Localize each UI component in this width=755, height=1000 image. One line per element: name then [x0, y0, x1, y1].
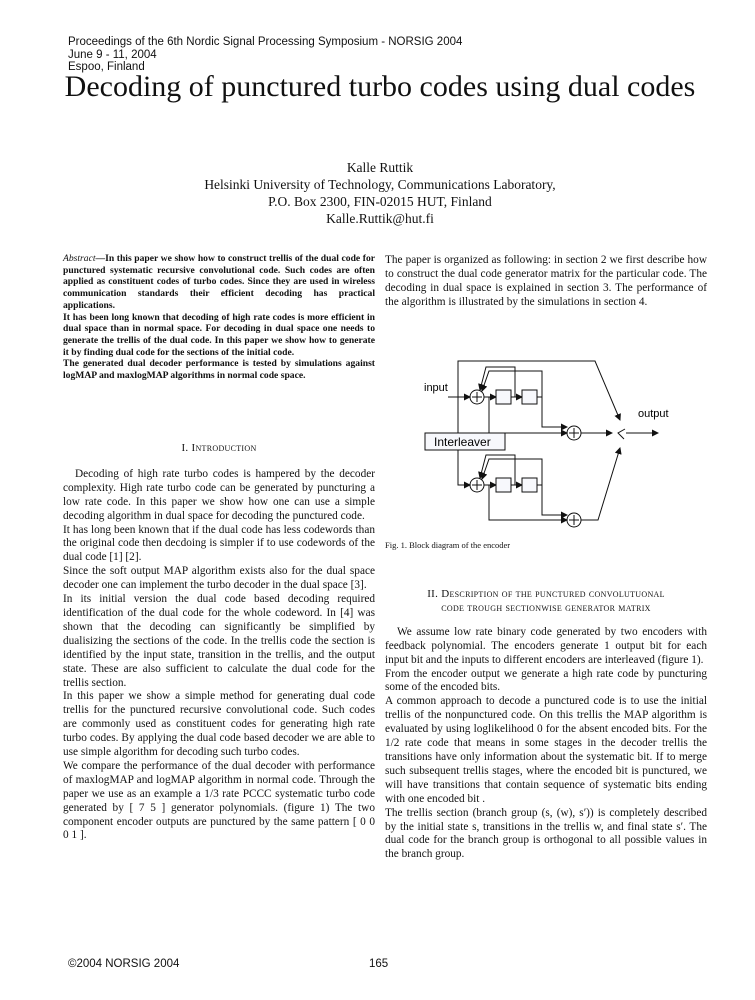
section-2-paragraph: From the encoder output we generate a high rate code by puncturing some of the encoded bits. [385, 667, 707, 694]
header-line-3: Espoo, Finland [68, 61, 145, 73]
author-address: P.O. Box 2300, FIN-02015 HUT, Finland [268, 194, 492, 209]
label-interleaver: Interleaver [434, 435, 491, 449]
intro-paragraph: In this paper we show a simple method for generating dual code trellis for the punctured recursive convolutional code. Such codes are commonly used as constituent codes for generating high rate turbo codes. By applying the dual code based decoder we are able to use simple algorithm for decoding such turbo codes. [63, 690, 375, 759]
abstract-p2: It has been long known that decoding of high rate codes is more efficient in dual space than in normal space. For decoding in dual space one needs to generate the trellis of the dual code. In this paper we show how to generate it by finding dual code for the sections of the initial code. [63, 311, 375, 358]
header-line-2: June 9 - 11, 2004 [68, 48, 157, 61]
abstract-label: Abstract [63, 253, 96, 264]
section-introduction [63, 442, 375, 843]
paper-title: Decoding of punctured turbo codes using dual codes [64, 70, 696, 103]
abstract-p3: The generated dual decoder performance is tested by simulations against logMAP and maxlogMAP algorithms in normal code space. [63, 358, 375, 382]
author-affiliation: Helsinki University of Technology, Communications Laboratory, [204, 177, 556, 192]
encoder-block-diagram [400, 345, 700, 535]
section-2-heading-line-1: II. Description of the punctured convolutuonal [427, 588, 665, 600]
intro-paragraph: It has long been known that if the dual code has less codewords than the original code then decdoing is simpler if to use codewords of the dual code [1] [2]. [63, 523, 375, 564]
abstract-text-1: In this paper we show how to construct trellis of the dual code for punctured systematic recursive convolutional code. Such codes are often applied as constituent codes of turbo codes. Since they are used in wireless communication standards their efficient decoding has practical applications. [63, 253, 375, 311]
intro-paragraph: We compare the performance of the dual decoder with performance of maxlogMAP and logMAP algorithm in normal code. Through the paper we use as an example a 1/3 rate PCCC systematic turbo code generated by [ 7 5 ] generator polynomials. (figure 1) The two component encoder outputs are punctured by the same pattern [ 0 0 0 1 ]. [63, 759, 375, 842]
section-1-heading: I. Introduction [181, 442, 257, 454]
section-2-paragraph: A common approach to decode a punctured code is to use the initial trellis of the nonpunctured code. On this trellis the MAP algorithm is evaluated by using loglikelihood 0 for the absent encoded bits. For the 1/2 rate code that means in some stages in the decoder trellis the transitions have only information about the systematic bit. If to merge such subsequent trellis stages, where the encoded bit is punctured, we will have transitions that contain sequence of systematic bits ending with one encoded bit . [385, 695, 707, 805]
intro-paragraph: In its initial version the dual code based decoding required identification of the dual code for the whole codeword. In [4] was shown that the decoding can significantly be simplified by dualisizing the sections of the code. In the trellis code the section is identified by the input state, transition in the trellis, and the output state. These are also sufficient to calculate the dual code for the trellis section. [63, 593, 375, 689]
footer-copyright: ©2004 NORSIG 2004 [68, 958, 180, 970]
author-email[interactable]: Kalle.Ruttik@hut.fi [326, 211, 434, 226]
author-name: Kalle Ruttik [346, 160, 414, 175]
organization-paragraph: The paper is organized as following: in section 2 we first describe how to construct the dual code generator matrix for the particular code. The decoding in dual space is explained in section 3. The performance of the algorithm is illustrated by the simulations in section 4. [385, 254, 707, 308]
figure-1-caption: Fig. 1. Block diagram of the encoder [385, 540, 511, 550]
label-output: output [638, 408, 669, 420]
proceedings-header [68, 36, 462, 74]
section-description [385, 588, 707, 862]
intro-paragraph: Decoding of high rate turbo codes is hampered by the decoder complexity. High rate turbo code can be generated by puncturing a low rate code. In this paper we show how one can use a simple decoding algorithm in dual space for decoding the punctured code. [63, 467, 375, 522]
section-2-paragraph: We assume low rate binary code generated by two encoders with feedback polynomial. The encoders generate 1 output bit for each input bit and the inputs to different encoders are interleaved (figure 1). [385, 625, 707, 666]
page-number: 165 [369, 958, 389, 970]
author-block [60, 159, 700, 227]
abstract-p1: Abstract—In this paper we show how to construct trellis of the dual code for punctured systematic recursive convolutional code. Such codes are often applied as constituent codes of turbo codes. Since they are used in wireless communication standards their efficient decoding has practical applications. [63, 253, 375, 311]
label-input: input [424, 382, 448, 394]
header-line-1: Proceedings of the 6th Nordic Signal Processing Symposium - NORSIG 2004 [68, 36, 463, 48]
section-2-heading-line-2: code trough sectionwise generator matrix [441, 601, 651, 614]
section-2-paragraph: The trellis section (branch group (s, (w), s′)) is completely described by the initial state s, transitions in the trellis w, and final state s′. The dual code for the branch group is orthogonal to all possible values in the branch group. [385, 806, 707, 861]
intro-paragraph: Since the soft output MAP algorithm exists also for the dual space decoder one can implement the turbo decoder in the dual space [3]. [63, 565, 375, 592]
abstract [63, 253, 375, 382]
